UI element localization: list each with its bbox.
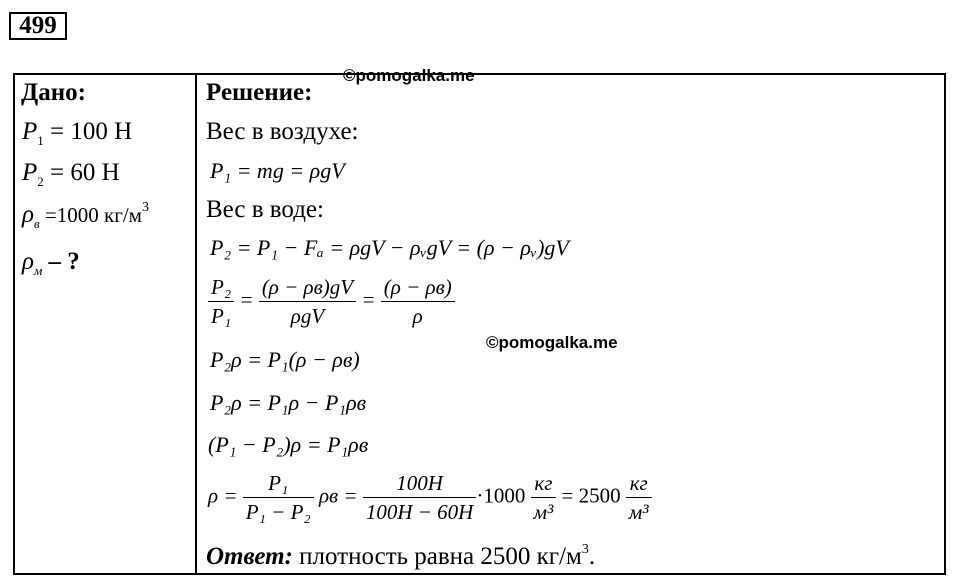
unknown-mark: – ? [42,248,80,275]
given-unknown [22,247,80,280]
eq3-lhs-den: P₁ [211,304,232,328]
rho-w-subscript: в [34,216,40,231]
p2-value: = 60 Н [43,159,120,186]
eq7-f2-num: 100H [363,470,477,498]
eq7-f3-den: м³ [533,500,554,524]
eq7-frac-1 [243,470,314,525]
p1-symbol: P [22,118,38,145]
eq7-dot: ·1000 [476,483,526,508]
eq7-frac-2 [363,470,477,525]
eq7-f4-den: м³ [628,500,649,524]
eq3-rhs-den: ρ [412,304,423,328]
answer-label: Ответ: [206,543,293,570]
eq7-frac-3 [531,470,557,525]
equation-4: P₂ρ = P₁(ρ − ρв) [210,347,360,372]
eq3-lhs-num: P₂ [208,274,234,302]
eq7-value: = 2500 [561,483,621,508]
p2-subscript: 2 [37,174,44,189]
answer-sup: 3 [581,542,589,557]
p1-value: = 100 Н [43,118,133,145]
equation-6: (P₁ − P₂)ρ = P₁ρв [208,432,369,457]
watermark-middle: ©pomogalka.me [486,333,618,352]
equation-3: $\frac{\text{P₂}}{\text{P₁}}$ = $\frac{(\rho - \rho в)gV}{\text{ρgV}}$ = $\frac{(\rho - \rho в)}{\rho}$ [208,274,455,329]
eq3-frac-mid [259,274,356,329]
answer-text: плотность равна 2500 кг/м [292,543,582,570]
answer-end: . [588,543,596,570]
rho-w-value: =1000 кг/м [39,203,142,227]
rho-m-symbol: ρ [22,248,34,275]
eq7-f3-num: кг [531,470,557,498]
eq7-frac-4 [626,470,652,525]
rho-w-symbol: ρ [22,201,34,228]
given-p1 [22,117,132,150]
given-rho-water [22,200,149,234]
equation-5: P₂ρ = P₁ρ − P₁ρв [210,390,367,415]
problem-number: 499 [9,12,67,40]
eq7-f2-den: 100H − 60H [365,500,474,524]
given-heading: Дано: [21,79,86,106]
eq3-frac-lhs [208,274,234,329]
rho-m-subscript: м [34,263,43,278]
weight-air-label: Вес в воздухе: [206,118,359,145]
p1-subscript: 1 [37,133,44,148]
table-divider [195,73,197,575]
eq3-rhs-num: (ρ − ρв) [381,274,455,302]
answer-line [206,542,595,576]
eq3-mid-num: (ρ − ρв)gV [259,274,356,302]
rho-w-sup: 3 [141,200,149,215]
eq3-frac-rhs [381,274,455,329]
equation-1: P₁ = mg = ρgV [210,158,345,183]
eq3-mid-den: ρgV [290,304,325,328]
eq7-f1-num: P₁ [243,470,314,498]
eq7-f1-den: P₁ − P₂ [245,500,311,524]
eq7-mid: ρв = [318,483,358,508]
solution-heading: Решение: [206,79,313,106]
equation-2: P₂ = P₁ − Fₐ = ρgV − ρᵥgV = (ρ − ρᵥ)gV [210,235,569,260]
p2-symbol: P [22,159,38,186]
equation-7 [208,470,652,525]
weight-water-label: Вес в воде: [206,196,324,223]
eq7-f4-num: кг [626,470,652,498]
watermark-top: ©pomogalka.me [343,66,475,85]
eq7-lhs: ρ = [208,483,238,508]
given-p2 [22,158,120,191]
